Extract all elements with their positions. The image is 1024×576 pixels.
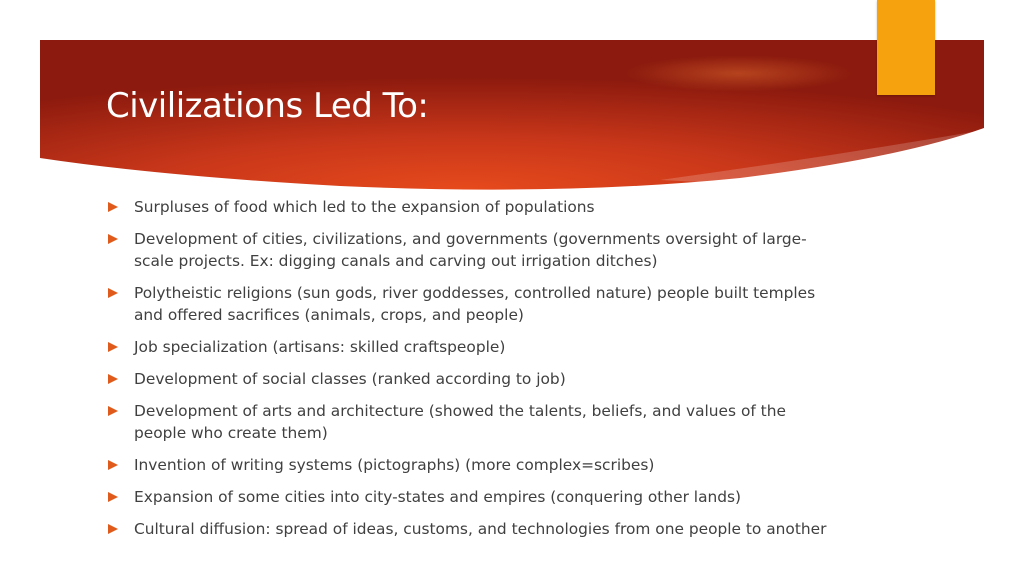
bullet-arrow-icon [108, 234, 118, 244]
bullet-text: Invention of writing systems (pictographs) (more complex=scribes) [134, 456, 655, 474]
list-item [106, 400, 836, 444]
bullet-arrow-icon [108, 374, 118, 384]
bullet-text: Surpluses of food which led to the expansion of populations [134, 198, 595, 216]
bullet-text: Development of cities, civilizations, and governments (governments oversight of large-scale projects. Ex: digging canals and carving out irrigation ditches) [134, 230, 807, 270]
bullet-text: Development of arts and architecture (showed the talents, beliefs, and values of the people who create them) [134, 402, 786, 442]
list-item [106, 228, 836, 272]
slide-title: Civilizations Led To: [106, 86, 429, 126]
list-item [106, 336, 836, 358]
bullet-text: Job specialization (artisans: skilled craftspeople) [134, 338, 506, 356]
bullet-arrow-icon [108, 202, 118, 212]
list-item [106, 518, 836, 540]
bullet-arrow-icon [108, 342, 118, 352]
bullet-text: Polytheistic religions (sun gods, river goddesses, controlled nature) people built temples and offered sacrifices (animals, crops, and people) [134, 284, 816, 324]
bullet-arrow-icon [108, 288, 118, 298]
accent-tab [877, 0, 935, 95]
bullet-arrow-icon [108, 460, 118, 470]
bullet-text: Development of social classes (ranked according to job) [134, 370, 566, 388]
list-item [106, 282, 836, 326]
bullet-text: Cultural diffusion: spread of ideas, customs, and technologies from one people to another [134, 520, 827, 538]
bullet-arrow-icon [108, 406, 118, 416]
list-item [106, 454, 836, 476]
list-item [106, 368, 836, 390]
bullet-list [106, 196, 836, 550]
bullet-arrow-icon [108, 492, 118, 502]
list-item [106, 196, 836, 218]
list-item [106, 486, 836, 508]
bullet-text: Expansion of some cities into city-states and empires (conquering other lands) [134, 488, 742, 506]
bullet-arrow-icon [108, 524, 118, 534]
